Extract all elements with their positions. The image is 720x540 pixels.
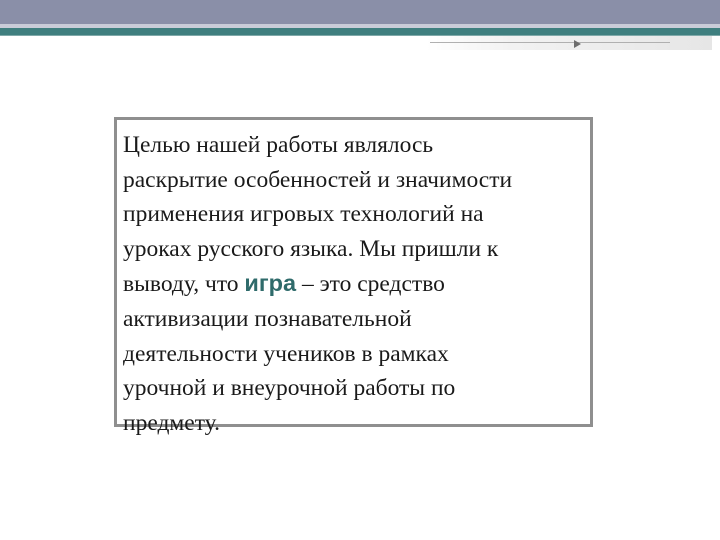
accent-line [0,28,720,35]
header-band [0,0,720,24]
decorative-shadow [426,36,712,50]
text-before: Целью нашей работы являлось раскрытие особенностей и значимости применения игровых технологий на уроках русского языка. Мы пришли к выводу, что [123,132,513,298]
content-paragraph [123,128,580,440]
decorative-line [430,42,670,43]
content-text-box [114,117,593,436]
triangle-marker-icon [574,40,581,48]
text-after: – это средство активизации познавательной деятельности учеников в рамках урочной и внеурочной работы по предмету. [123,271,456,436]
highlight-word: игра [244,270,297,297]
